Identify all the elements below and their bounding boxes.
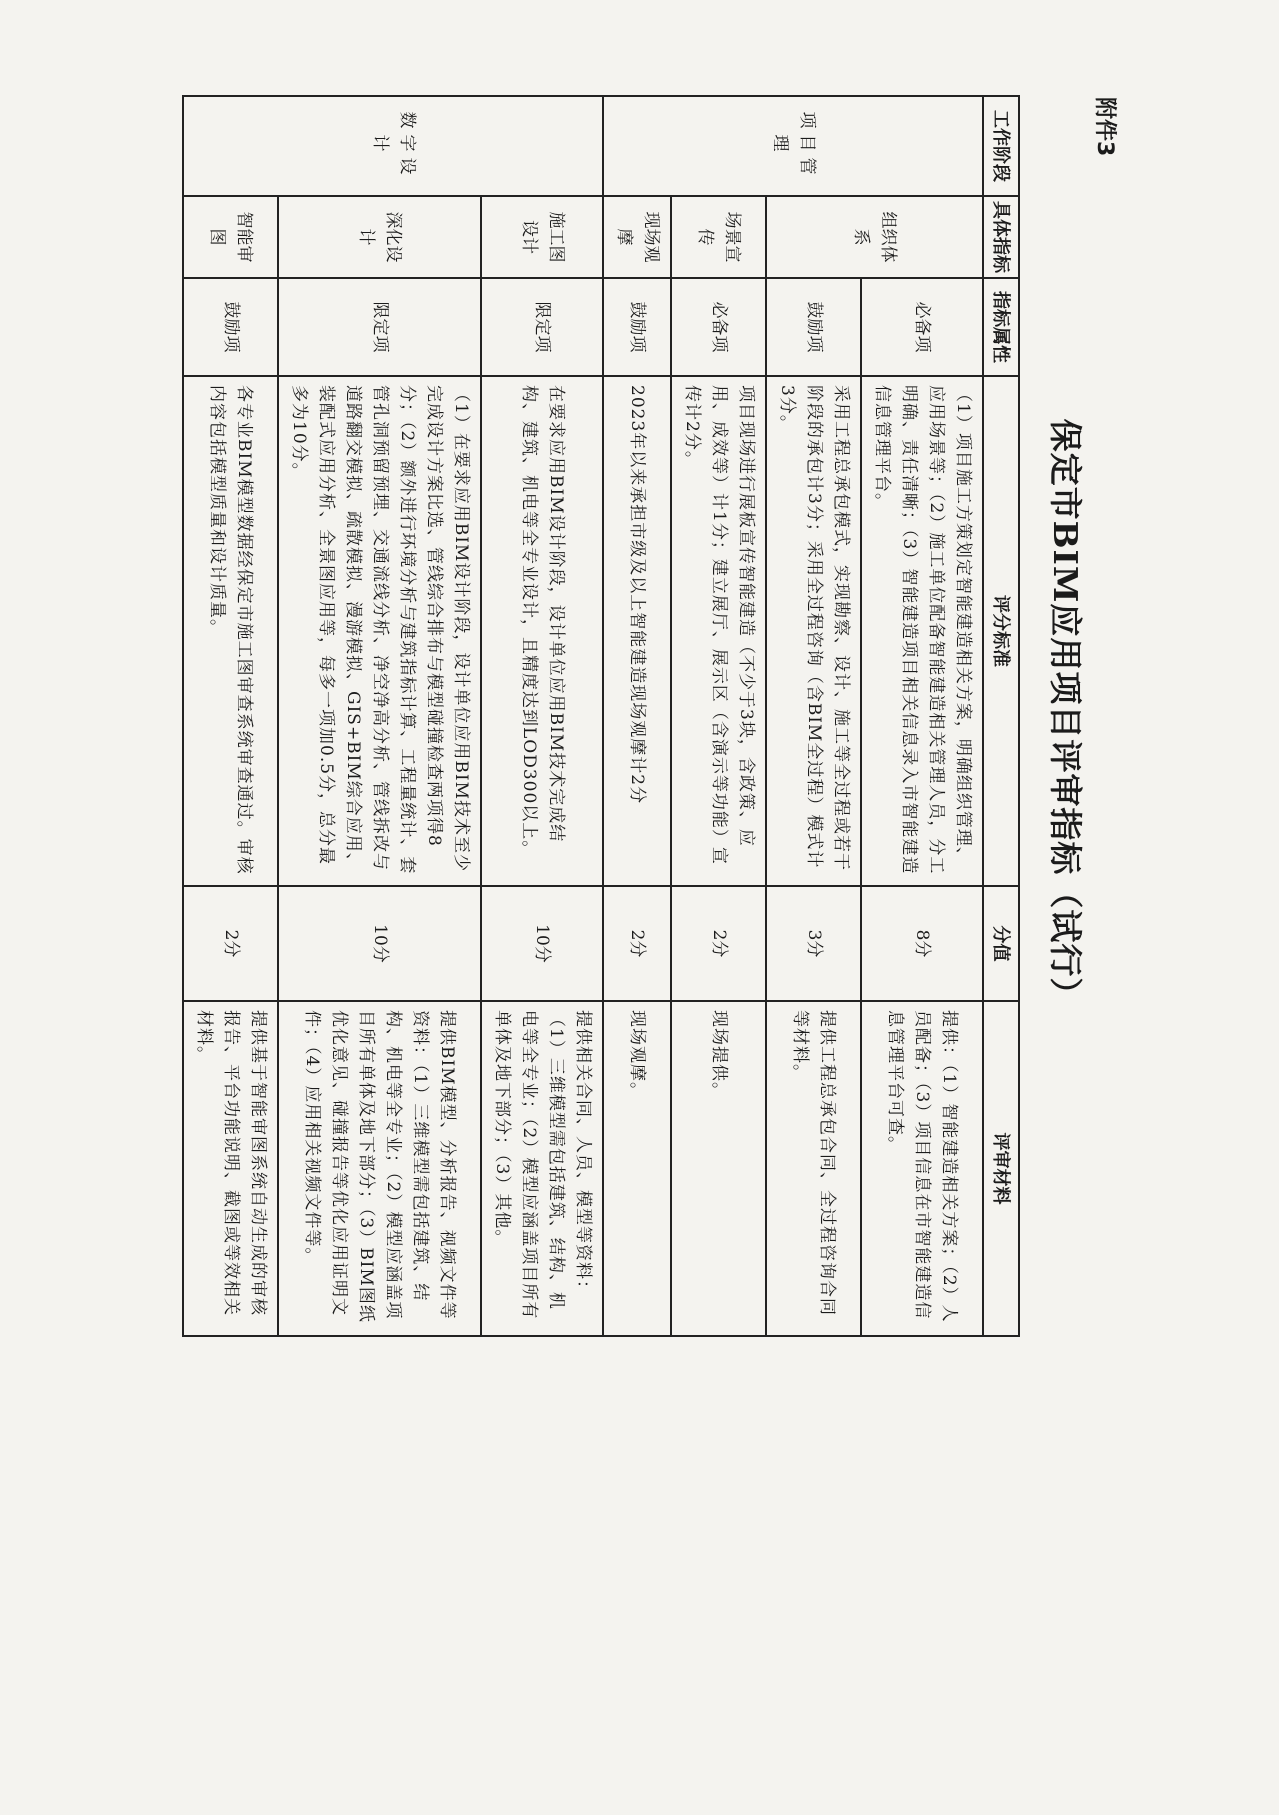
evaluation-table: [182, 95, 1020, 1337]
criteria-cell: 各专业BIM模型数据经保定市施工图审查系统审查通过。审核内容包括模型质量和设计质量。: [183, 376, 278, 886]
materials-cell: 提供BIM模型、分析报告、视频文件等资料：（1）三维模型需包括建筑、结构、机电等全专业；（2）模型应涵盖项目所有单体及地下部分；（3）BIM图纸优化意见、碰撞报告等优化应用证明文件；（4）应用相关视频文件等。: [278, 1001, 481, 1336]
criteria-cell: （1）在要求应用BIM设计阶段，设计单位应用BIM技术至少完成设计方案比选、管线综合排布与模型碰撞检查两项得8分；（2）额外进行环境分析与建筑指标计算、工程量统计、套管孔洞预留预埋、交通流线分析、净空净高分析、管线拆改与道路翻交模拟、疏散模拟、漫游模拟、GIS+BIM综合应用、装配式应用分析、全景图应用等，每多一项加0.5分，总分最多为10分。: [278, 376, 481, 886]
score-cell: 10分: [481, 886, 603, 1001]
stage-digital-design: 数字设计: [183, 96, 603, 196]
materials-cell: 提供工程总承包合同、全过程咨询合同等材料。: [766, 1001, 861, 1336]
score-cell: 2分: [183, 886, 278, 1001]
materials-cell: 提供：（1）智能建造相关方案；（2）人员配备；（3）项目信息在市智能建造信息管理平台可查。: [861, 1001, 983, 1336]
table-row: [671, 96, 766, 1336]
table-row: [183, 96, 278, 1336]
criteria-cell: 在要求应用BIM设计阶段，设计单位应用BIM技术完成结构、建筑、机电等全专业设计，且精度达到LOD300以上。: [481, 376, 603, 886]
header-work-stage: 工作阶段: [983, 96, 1019, 196]
attribute-cell: 限定项: [278, 278, 481, 376]
criteria-cell: 2023年以来承担市级及以上智能建造现场观摩计2分: [603, 376, 671, 886]
header-criteria: 评分标准: [983, 376, 1019, 886]
materials-cell: 提供相关合同、人员、模型等资料：（1）三维模型需包括建筑、结构、机电等全专业；（2）模型应涵盖项目所有单体及地下部分；（3）其他。: [481, 1001, 603, 1336]
score-cell: 10分: [278, 886, 481, 1001]
stage-project-management: 项目管理: [603, 96, 983, 196]
table-row: [766, 96, 861, 1336]
score-cell: 2分: [671, 886, 766, 1001]
table-row: [481, 96, 603, 1336]
document-title: 保定市BIM应用项目评审指标（试行）: [1046, 418, 1085, 1012]
score-cell: 8分: [861, 886, 983, 1001]
attribute-cell: 限定项: [481, 278, 603, 376]
attribute-cell: 必备项: [671, 278, 766, 376]
header-score: 分值: [983, 886, 1019, 1001]
score-cell: 3分: [766, 886, 861, 1001]
header-row: [983, 96, 1019, 1336]
score-cell: 2分: [603, 886, 671, 1001]
materials-cell: 现场观摩。: [603, 1001, 671, 1336]
attribute-cell: 必备项: [861, 278, 983, 376]
indicator-cell: 智能审图: [183, 196, 278, 278]
attribute-cell: 鼓励项: [766, 278, 861, 376]
header-indicator: 具体指标: [983, 196, 1019, 278]
attribute-cell: 鼓励项: [183, 278, 278, 376]
annex-label: 附件3: [1092, 97, 1117, 157]
table-row: [278, 96, 481, 1336]
header-materials: 评审材料: [983, 1001, 1019, 1336]
criteria-cell: （1）项目施工方策划定智能建造相关方案，明确组织管理、应用场景等；（2）施工单位配备智能建造相关管理人员，分工明确、责任清晰；（3）智能建造项目相关信息录入市智能建造信息管理平台。: [861, 376, 983, 886]
rotated-document: [140, 95, 1117, 1335]
criteria-cell: 采用工程总承包模式，实现勘察、设计、施工等全过程或若干阶段的承包计3分；采用全过程咨询（含BIM全过程）模式计3分。: [766, 376, 861, 886]
indicator-cell: 施工图设计: [481, 196, 603, 278]
indicator-cell: 深化设计: [278, 196, 481, 278]
indicator-cell: 现场观摩: [603, 196, 671, 278]
materials-cell: 现场提供。: [671, 1001, 766, 1336]
criteria-cell: 项目现场进行展板宣传智能建造（不少于3块，含政策、应用、成效等）计1分；建立展厅、展示区（含演示等功能）宣传计2分。: [671, 376, 766, 886]
attribute-cell: 鼓励项: [603, 278, 671, 376]
indicator-cell: 组织体系: [766, 196, 983, 278]
table-row: [603, 96, 671, 1336]
indicator-cell: 场景宣传: [671, 196, 766, 278]
materials-cell: 提供基于智能审图系统自动生成的审核报告、平台功能说明、截图或等效相关材料。: [183, 1001, 278, 1336]
table-row: [861, 96, 983, 1336]
header-attribute: 指标属性: [983, 278, 1019, 376]
